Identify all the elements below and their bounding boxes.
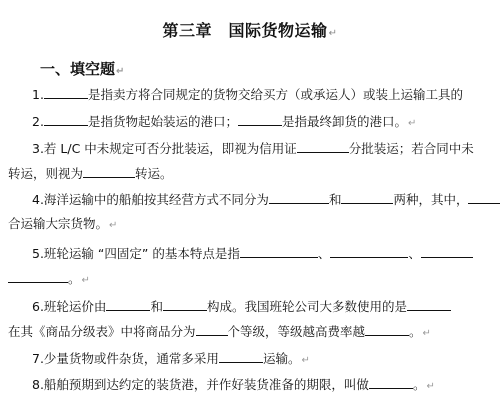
question-4-line-2 xyxy=(8,216,500,234)
answer-blank[interactable] xyxy=(238,113,282,126)
chapter-title-text: 第三章 国际货物运输 xyxy=(162,21,328,40)
paragraph-mark-icon: ↵ xyxy=(422,328,431,339)
question-1 xyxy=(32,86,500,103)
question-text: 两种，其中， xyxy=(393,192,469,207)
question-text: 分批装运；若合同中未 xyxy=(348,141,474,156)
answer-blank[interactable] xyxy=(240,245,318,258)
answer-blank[interactable] xyxy=(163,298,207,311)
question-text: 5.班轮运输 “四固定” 的基本特点是指 xyxy=(32,246,240,261)
paragraph-mark-icon: ↵ xyxy=(426,381,435,392)
question-6-line-2 xyxy=(8,323,500,342)
question-text: 转运，则视为 xyxy=(8,166,84,181)
answer-blank[interactable] xyxy=(407,298,451,311)
answer-blank[interactable] xyxy=(83,165,135,178)
question-3-line-2 xyxy=(8,165,500,182)
question-text: 。 xyxy=(412,377,426,392)
answer-blank[interactable] xyxy=(330,245,408,258)
question-text: 6.班轮运价由 xyxy=(32,299,107,314)
paragraph-mark-icon: ↵ xyxy=(407,118,417,129)
paragraph-mark-icon: ↵ xyxy=(81,275,90,286)
question-text: 。 xyxy=(68,271,81,286)
answer-blank[interactable] xyxy=(106,298,150,311)
question-text: 合运输大宗货物。 xyxy=(8,216,109,231)
question-text: 是指卖方将合同规定的货物交给买方（或承运人）或装上运输工具的 xyxy=(87,87,463,102)
answer-blank[interactable] xyxy=(196,323,228,336)
question-number: 1. xyxy=(32,87,44,102)
chapter-title xyxy=(0,18,500,41)
answer-blank[interactable] xyxy=(219,350,263,363)
question-text: 3.若 L/C 中未规定可否分批装运，即视为信用证 xyxy=(32,141,297,156)
question-text: 和 xyxy=(150,299,163,314)
answer-blank[interactable] xyxy=(8,270,68,283)
question-6-line-1 xyxy=(32,298,500,315)
answer-blank[interactable] xyxy=(44,86,88,99)
question-text: 。 xyxy=(409,324,422,339)
paragraph-mark-icon: ↵ xyxy=(116,66,125,77)
paragraph-mark-icon: ↵ xyxy=(109,220,118,231)
question-text: 是指货物起始装运的港口； xyxy=(87,114,238,129)
question-text: 个等级，等级越高费率越 xyxy=(227,324,366,339)
question-text: 4.海洋运输中的船舶按其经营方式不同分为 xyxy=(32,192,269,207)
question-text: 转运。 xyxy=(135,166,173,181)
answer-blank[interactable] xyxy=(269,191,329,204)
question-4-line-1 xyxy=(32,191,500,208)
answer-blank[interactable] xyxy=(365,323,409,336)
question-3-line-1 xyxy=(32,140,500,157)
answer-blank[interactable] xyxy=(341,191,393,204)
section-heading xyxy=(40,58,124,79)
question-separator: 、 xyxy=(408,246,421,261)
answer-blank[interactable] xyxy=(421,245,473,258)
question-text: 运输。 xyxy=(262,351,301,366)
paragraph-mark-icon: ↵ xyxy=(301,355,310,366)
question-text: 8.船舶预期到达约定的装货港，并作好装货准备的期限，叫做 xyxy=(32,377,369,392)
answer-blank[interactable] xyxy=(468,191,500,204)
answer-blank[interactable] xyxy=(297,140,349,153)
answer-blank[interactable] xyxy=(369,376,413,389)
question-2 xyxy=(32,113,500,132)
question-text: 和 xyxy=(328,192,342,207)
question-5-line-1 xyxy=(32,245,500,262)
question-text: 构成。我国班轮公司大多数使用的是 xyxy=(206,299,407,314)
question-text: 7.少量货物或件杂货，通常多采用 xyxy=(32,351,219,366)
question-text: 在其《商品分级表》中将商品分为 xyxy=(8,324,196,339)
answer-blank[interactable] xyxy=(44,113,88,126)
question-8 xyxy=(32,376,500,395)
question-7 xyxy=(32,350,500,369)
question-5-line-2 xyxy=(8,270,500,289)
section-heading-text: 一、填空题 xyxy=(40,60,116,78)
question-number: 2. xyxy=(32,114,44,129)
question-text: 是指最终卸货的港口。 xyxy=(281,114,407,129)
question-separator: 、 xyxy=(317,246,331,261)
paragraph-mark-icon: ↵ xyxy=(328,28,338,39)
